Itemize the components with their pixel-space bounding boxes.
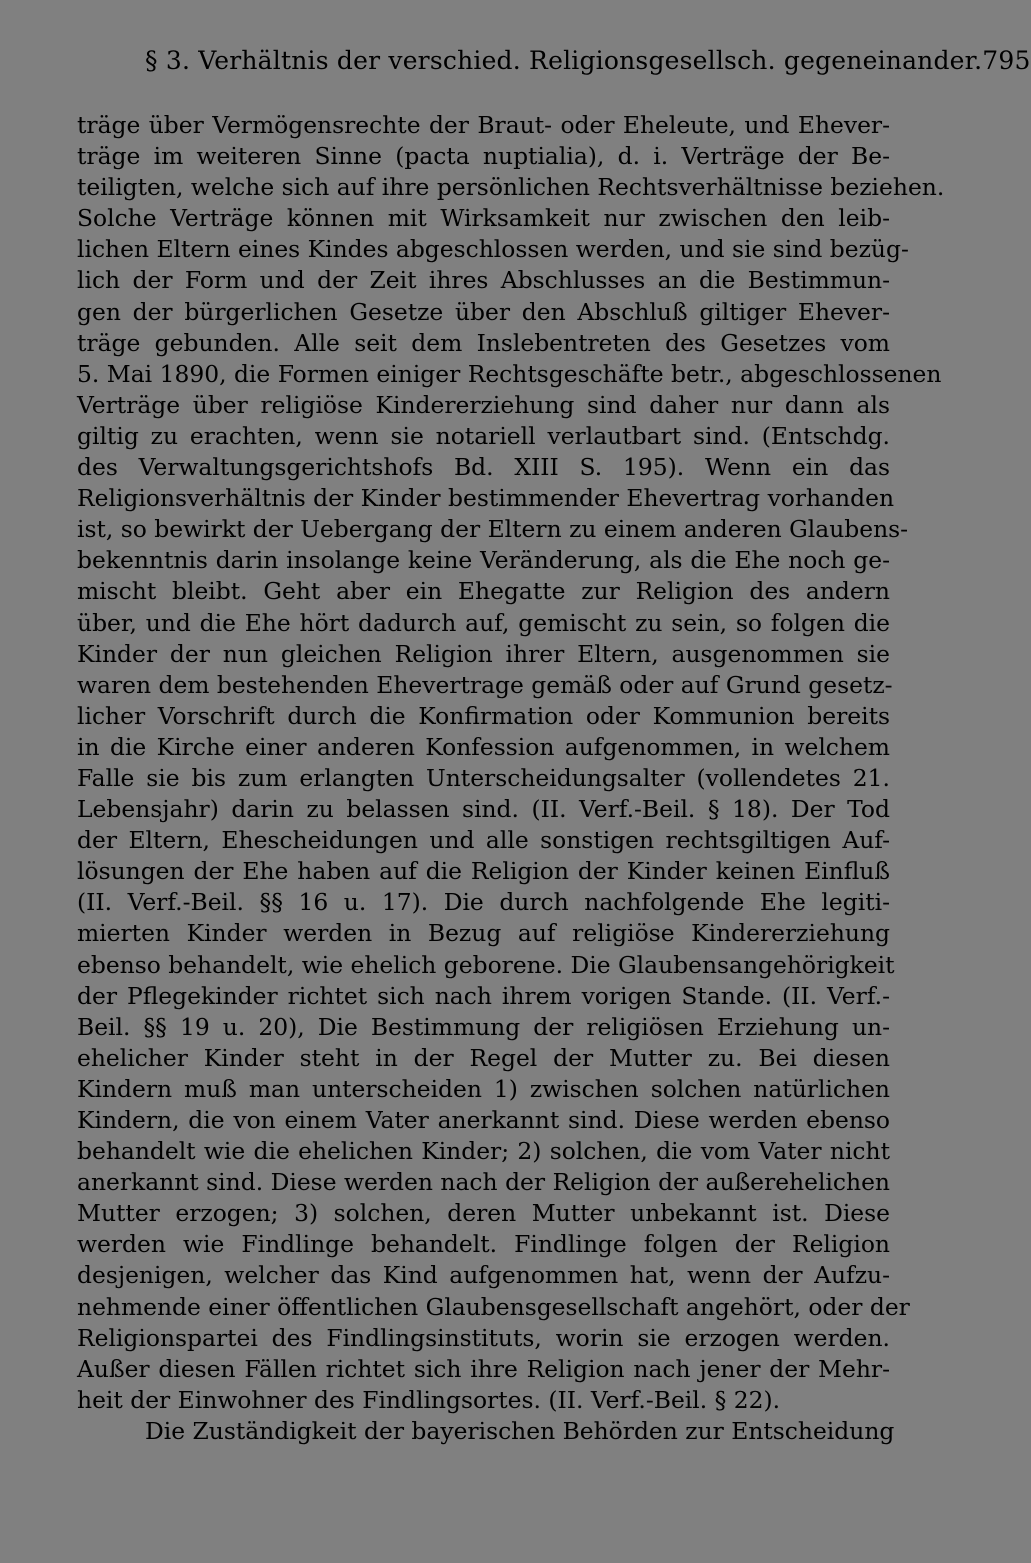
text-line: bekenntnis darin insolange keine Veränderung, als die Ehe noch ge- [77, 546, 890, 575]
text-line: Falle sie bis zum erlangten Unterscheidungsalter (vollendetes 21. [77, 763, 890, 792]
text-line: Mutter erzogen; 3) solchen, deren Mutter unbekannt ist. Diese [77, 1199, 890, 1228]
text-line: Die Zuständigkeit der bayerischen Behörden zur Entscheidung [145, 1416, 895, 1445]
text-line: ebenso behandelt, wie ehelich geborene. Die Glaubensangehörigkeit [77, 950, 895, 979]
text-line: Kindern, die von einem Vater anerkannt sind. Diese werden ebenso [77, 1106, 890, 1134]
text-line: werden wie Findlinge behandelt. Findlinge folgen der Religion [77, 1230, 890, 1259]
text-line: Außer diesen Fällen richtet sich ihre Religion nach jener der Mehr- [77, 1354, 890, 1383]
text-line: über, und die Ehe hört dadurch auf, gemischt zu sein, so folgen die [77, 608, 890, 637]
text-line: Verträge über religiöse Kindererziehung sind daher nur dann als [77, 390, 890, 419]
text-line: träge gebunden. Alle seit dem Inslebentreten des Gesetzes vom [77, 328, 890, 357]
body-text [77, 110, 945, 1447]
text-line: teiligten, welche sich auf ihre persönlichen Rechtsverhältnisse beziehen. [77, 173, 945, 202]
text-line: der Eltern, Ehescheidungen und alle sonstigen rechtsgiltigen Auf- [77, 826, 890, 855]
text-line: lich der Form und der Zeit ihres Abschlusses an die Bestimmun- [77, 266, 890, 295]
running-header [145, 46, 1031, 86]
text-line: Lebensjahr) darin zu belassen sind. (II. Verf.-Beil. § 18). Der Tod [77, 795, 890, 824]
text-line: mierten Kinder werden in Bezug auf religiöse Kindererziehung [77, 919, 890, 948]
page-number: 795 [982, 46, 1031, 75]
text-line: Religionsverhältnis der Kinder bestimmender Ehevertrag vorhanden [77, 484, 895, 513]
text-line: anerkannt sind. Diese werden nach der Religion der außerehelichen [77, 1168, 890, 1197]
text-line: des Verwaltungsgerichtshofs Bd. XIII S. 195). Wenn ein das [77, 453, 890, 482]
text-line: lösungen der Ehe haben auf die Religion der Kinder keinen Einfluß [77, 857, 890, 886]
text-line: Solche Verträge können mit Wirksamkeit nur zwischen den leib- [77, 204, 890, 233]
header-title: § 3. Verhältnis der verschied. Religionsgesellsch. gegeneinander. [145, 46, 983, 75]
text-line: nehmende einer öffentlichen Glaubensgesellschaft angehört, oder der [77, 1292, 910, 1321]
text-line: waren dem bestehenden Ehevertrage gemäß oder auf Grund gesetz- [77, 670, 893, 699]
text-line: (II. Verf.-Beil. §§ 16 u. 17). Die durch nachfolgende Ehe legiti- [77, 888, 890, 917]
text-line: ehelicher Kinder steht in der Regel der Mutter zu. Bei diesen [77, 1043, 890, 1072]
text-line: Kindern muß man unterscheiden 1) zwischen solchen natürlichen [77, 1074, 890, 1103]
text-line: mischt bleibt. Geht aber ein Ehegatte zur Religion des andern [77, 577, 890, 606]
text-line: 5. Mai 1890, die Formen einiger Rechtsgeschäfte betr., abgeschlossenen [77, 359, 942, 388]
text-line: in die Kirche einer anderen Konfession aufgenommen, in welchem [77, 732, 890, 761]
text-line: Religionspartei des Findlingsinstituts, worin sie erzogen werden. [77, 1323, 890, 1352]
text-line: heit der Einwohner des Findlingsortes. (II. Verf.-Beil. § 22). [77, 1385, 781, 1414]
text-line: träge im weiteren Sinne (pacta nuptialia), d. i. Verträge der Be- [77, 142, 890, 171]
text-line: gen der bürgerlichen Gesetze über den Abschluß giltiger Ehever- [77, 297, 890, 326]
text-line: desjenigen, welcher das Kind aufgenommen hat, wenn der Aufzu- [77, 1261, 890, 1290]
text-line: Kinder der nun gleichen Religion ihrer Eltern, ausgenommen sie [77, 639, 890, 668]
text-line: ist, so bewirkt der Uebergang der Eltern zu einem anderen Glaubens- [77, 515, 909, 544]
text-line: träge über Vermögensrechte der Braut- oder Eheleute, und Ehever- [77, 111, 890, 139]
text-line: der Pflegekinder richtet sich nach ihrem vorigen Stande. (II. Verf.- [77, 981, 890, 1010]
text-line: Beil. §§ 19 u. 20), Die Bestimmung der religiösen Erziehung un- [77, 1012, 890, 1041]
text-line: behandelt wie die ehelichen Kinder; 2) solchen, die vom Vater nicht [77, 1137, 890, 1166]
text-line: giltig zu erachten, wenn sie notariell verlautbart sind. (Entschdg. [77, 421, 890, 450]
text-line: licher Vorschrift durch die Konfirmation oder Kommunion bereits [77, 701, 890, 730]
text-line: lichen Eltern eines Kindes abgeschlossen werden, und sie sind bezüg- [77, 235, 909, 264]
